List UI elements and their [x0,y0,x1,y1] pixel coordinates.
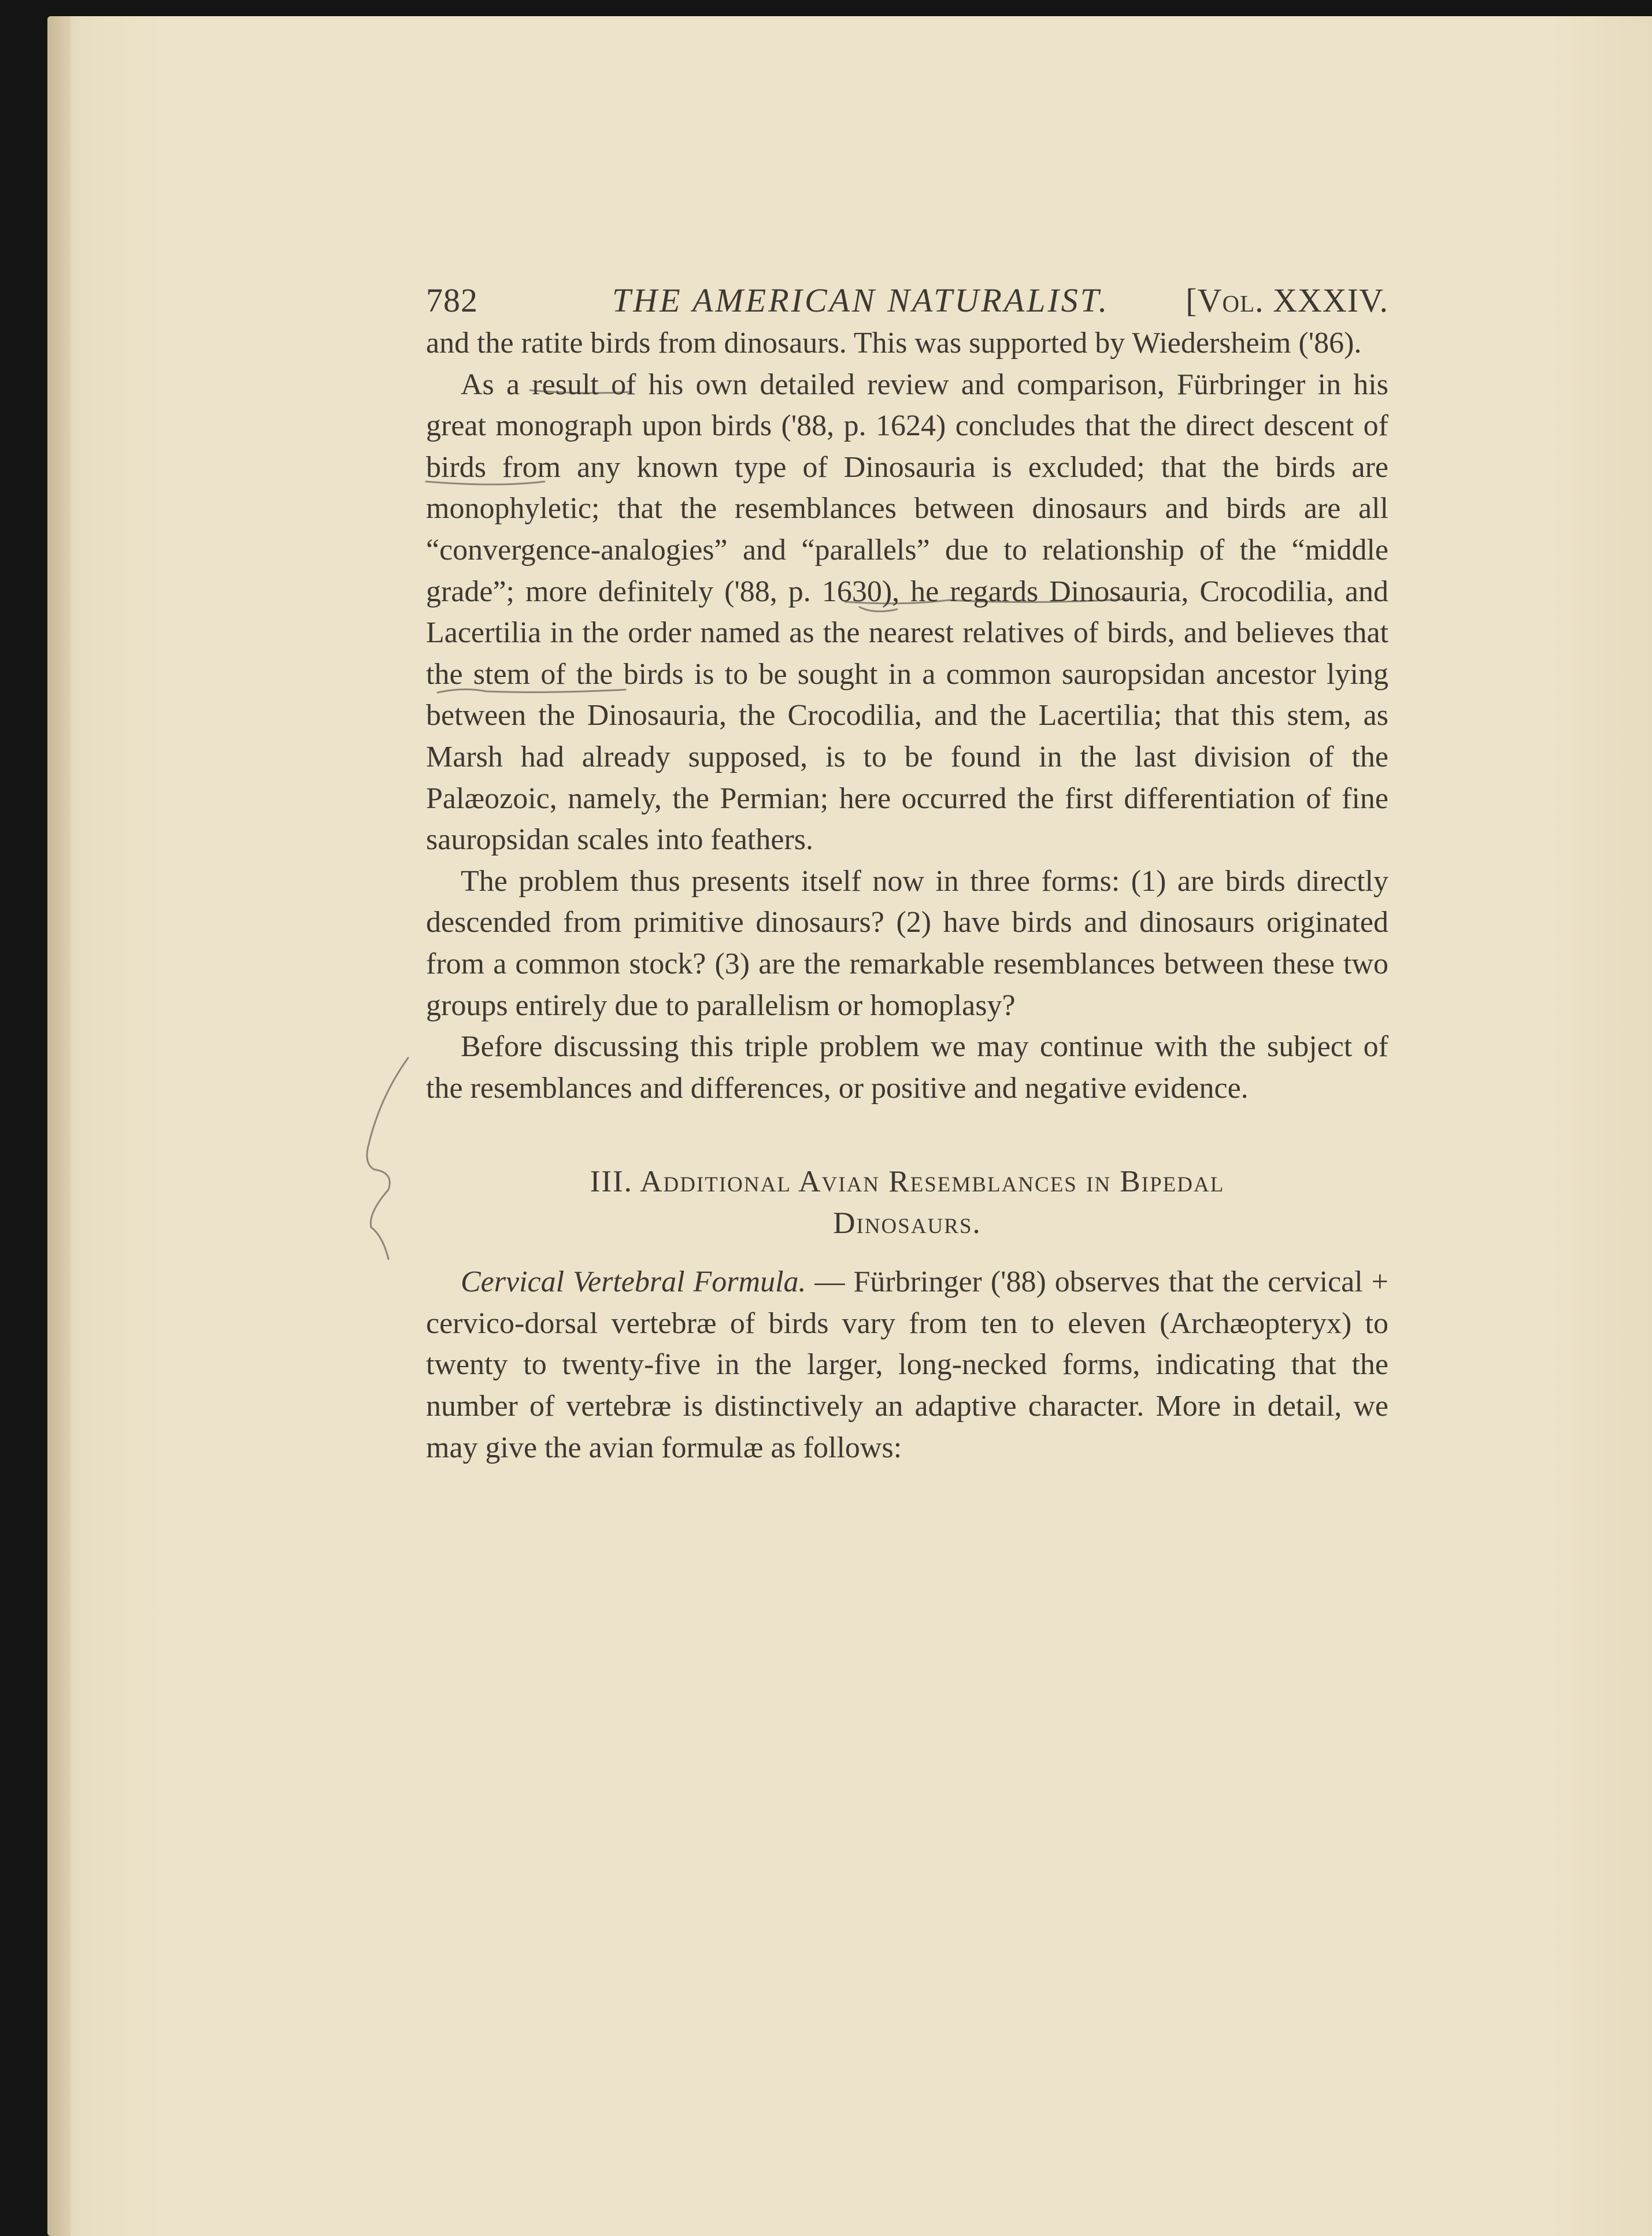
paragraph-3: The problem thus presents itself now in three forms: (1) are birds directly descended from primitive dinosaurs? (2) have birds and dinosaurs originated from a common stock? (3) are the remarkable resemblances between these two groups entirely due to parallelism or homoplasy? [426,864,1388,1022]
cervical-paragraph [426,1261,1388,1468]
paragraph-4: Before discussing this triple problem we may continue with the subject of the resemblances and differences, or positive and negative evidence. [426,1030,1388,1105]
page-number: 782 [426,282,478,319]
volume-label: [Vol. XXXIV. [1186,282,1388,319]
paragraph-2: As a result of his own detailed review and comparison, Fürbringer in his great monograph upon birds ('88, p. 1624) concludes that the direct descent of birds from any known type of Dinosauria is excluded; that the birds are monophyletic; that the resemblances between dinosaurs and birds are all “convergence-analogies” and “parallels” due to relationship of the “middle grade”; more definitely ('88, p. 1630), he regards Dinosauria, Crocodilia, and Lacertilia in the order named as the nearest relatives of birds, and believes that the stem of the birds is to be sought in a common sauropsidan ancestor lying between the Dinosauria, the Crocodilia, and the Lacertilia; that this stem, as Marsh had already supposed, is to be found in the last division of the Palæozoic, namely, the Permian; here occurred the first differentiation of fine sauropsidan scales into feathers. [426,368,1388,857]
running-head [426,271,1388,323]
cervical-lead: Cervical Vertebral Formula. [461,1265,806,1299]
paragraph-1: and the ratite birds from dinosaurs. This was supported by Wiedersheim ('86). [426,327,1362,360]
page-gutter [47,16,71,2236]
book-page [47,16,1652,2236]
section-heading [426,1161,1388,1244]
cervical-text: — Fürbringer ('88) observes that the cervical + cervico-dorsal vertebræ of birds vary from ten to eleven (Archæopteryx) to twenty to twenty-five in the larger, long-necked forms, indicating that the number of vertebræ is distinctively an adaptive character. More in detail, we may give the avian formulæ as follows: [426,1265,1388,1464]
body-text [426,323,1388,1109]
journal-title: THE AMERICAN NATURALIST. [612,282,1110,319]
text-column [426,271,1388,1468]
section-heading-line-1: III. Additional Avian Resemblances in Bipedal [590,1165,1225,1199]
section-heading-line-2: Dinosaurs. [833,1206,981,1241]
